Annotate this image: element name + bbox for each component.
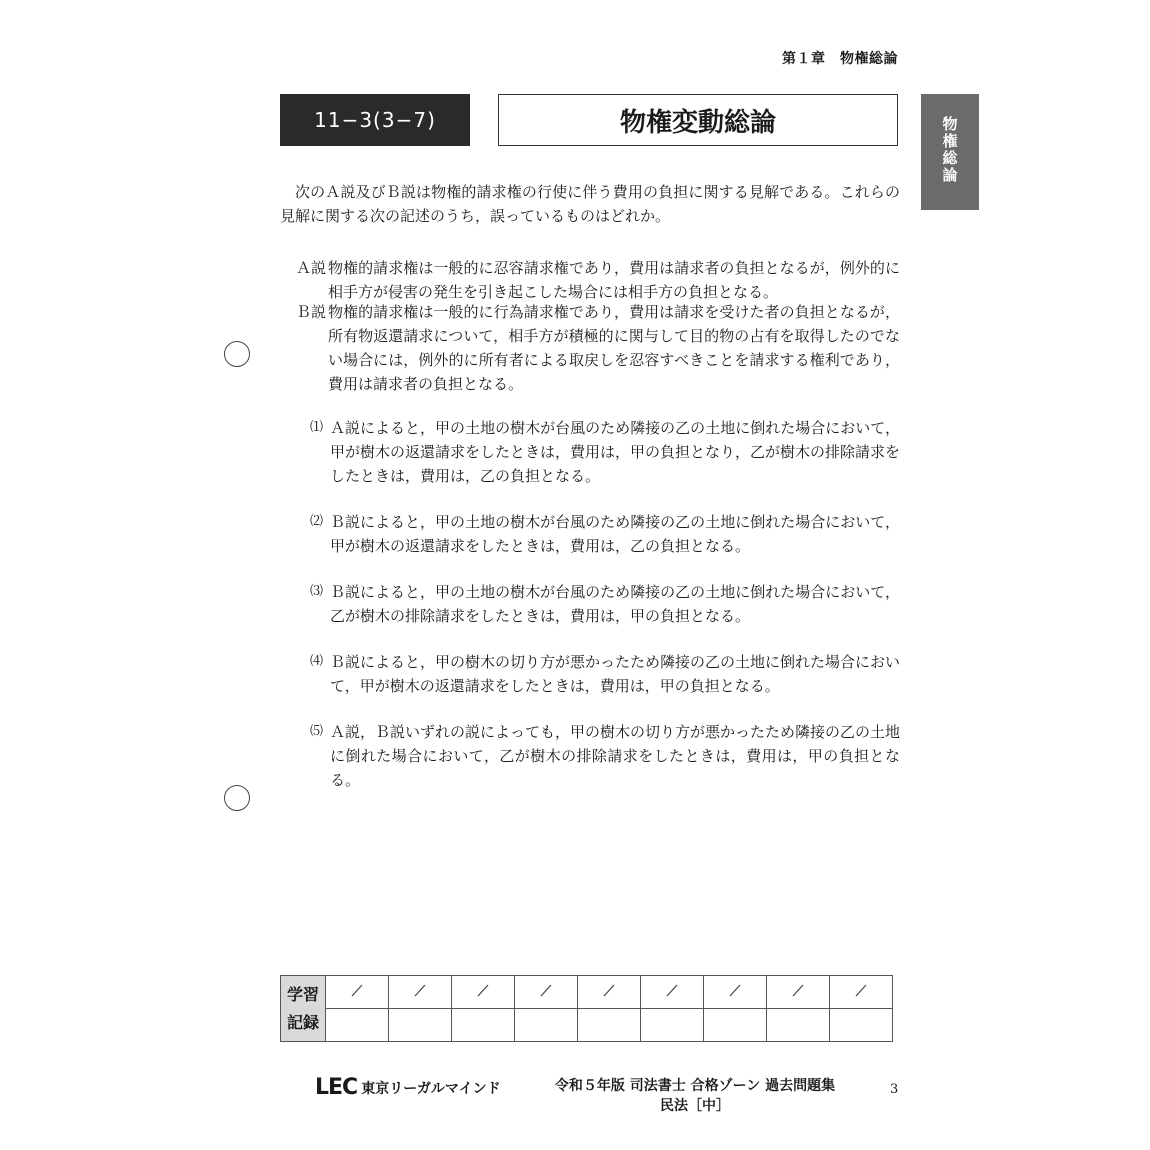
record-mark-cell[interactable] (389, 1009, 452, 1042)
choice-5 (310, 720, 900, 792)
page-number: 3 (890, 1082, 899, 1097)
choice-3-text: Ｂ説によると，甲の土地の樹木が台風のため隣接の乙の土地に倒れた場合において，乙が樹木の排除請求をしたときは，費用は，甲の負担となる。 (330, 583, 900, 625)
punch-hole-bottom (224, 785, 250, 811)
record-date-cell[interactable] (389, 976, 452, 1009)
choice-4-text: Ｂ説によると，甲の樹木の切り方が悪かったため隣接の乙の土地に倒れた場合において，甲が樹木の返還請求をしたときは，費用は，甲の負担となる。 (330, 653, 901, 695)
slash-icon (515, 976, 577, 1008)
choice-5-text: Ａ説，Ｂ説いずれの説によっても，甲の樹木の切り方が悪かったため隣接の乙の土地に倒れた場合において，乙が樹木の排除請求をしたときは，費用は，甲の負担となる。 (330, 723, 901, 789)
record-mark-cell[interactable] (326, 1009, 389, 1042)
chapter-side-tab (921, 94, 979, 210)
slash-icon (326, 976, 388, 1008)
punch-hole-top (224, 341, 250, 367)
view-a (296, 256, 900, 304)
record-date-cell[interactable] (830, 976, 893, 1009)
view-b-label: Ｂ説 (296, 303, 327, 321)
book-title (540, 1076, 850, 1116)
slash-icon (578, 976, 640, 1008)
question-number-badge (280, 94, 470, 146)
record-mark-cell[interactable] (641, 1009, 704, 1042)
record-mark-cell[interactable] (767, 1009, 830, 1042)
slash-icon (452, 976, 514, 1008)
record-date-cell[interactable] (704, 976, 767, 1009)
choice-2-number: ⑵ (310, 514, 324, 529)
record-date-cell[interactable] (326, 976, 389, 1009)
publisher-logo (315, 1075, 501, 1100)
book-title-line2: 民法［中］ (660, 1098, 730, 1114)
choice-2 (310, 510, 900, 558)
record-mark-cell[interactable] (452, 1009, 515, 1042)
choice-5-number: ⑸ (310, 724, 324, 739)
side-tab-label: 物権総論 (940, 116, 959, 184)
study-record-table (280, 975, 893, 1042)
question-intro: 次のＡ説及びＢ説は物権的請求権の行使に伴う費用の負担に関する見解である。これらの見解に関する次の記述のうち，誤っているものはどれか。 (280, 183, 900, 225)
choice-4-number: ⑷ (310, 654, 324, 669)
view-a-label: Ａ説 (296, 259, 327, 277)
choice-3-number: ⑶ (310, 584, 324, 599)
record-mark-cell[interactable] (578, 1009, 641, 1042)
record-date-cell[interactable] (578, 976, 641, 1009)
slash-icon (704, 976, 766, 1008)
choice-4 (310, 650, 900, 698)
choice-1-text: Ａ説によると，甲の土地の樹木が台風のため隣接の乙の土地に倒れた場合において，甲が樹木の返還請求をしたときは，費用は，甲の負担となり，乙が樹木の排除請求をしたときは，費用は，乙の負担となる。 (330, 419, 901, 485)
view-b (296, 300, 900, 396)
choice-1-number: ⑴ (310, 420, 324, 435)
slash-icon (641, 976, 703, 1008)
study-record-label-line2: 記録 (286, 1012, 319, 1032)
choice-1 (310, 416, 900, 488)
slash-icon (830, 976, 892, 1008)
running-head: 第１章 物権総論 (782, 51, 898, 67)
record-date-cell[interactable] (767, 976, 830, 1009)
record-date-cell[interactable] (515, 976, 578, 1009)
study-record-label-line1: 学習 (286, 984, 319, 1004)
record-mark-cell[interactable] (515, 1009, 578, 1042)
page-title: 物権変動総論 (619, 107, 776, 138)
record-mark-cell[interactable] (704, 1009, 767, 1042)
view-a-text: 物権的請求権は一般的に忍容請求権であり，費用は請求者の負担となるが，例外的に相手方が侵害の発生を引き起こした場合には相手方の負担となる。 (328, 259, 900, 301)
slash-icon (389, 976, 451, 1008)
title-box (498, 94, 898, 146)
logo-mark: LEC (315, 1075, 358, 1100)
record-date-cell[interactable] (452, 976, 515, 1009)
question-number: 11−3(3−7) (314, 108, 436, 132)
record-date-cell[interactable] (641, 976, 704, 1009)
choice-2-text: Ｂ説によると，甲の土地の樹木が台風のため隣接の乙の土地に倒れた場合において，甲が樹木の返還請求をしたときは，費用は，乙の負担となる。 (330, 513, 900, 555)
logo-company: 東京リーガルマインド (361, 1080, 501, 1097)
record-mark-cell[interactable] (830, 1009, 893, 1042)
book-title-line1: 令和５年版 司法書士 合格ゾーン 過去問題集 (554, 1078, 836, 1094)
study-record-label (281, 976, 326, 1042)
view-b-text: 物権的請求権は一般的に行為請求権であり，費用は請求を受けた者の負担となるが，所有物返還請求について，相手方が積極的に関与して目的物の占有を取得したのでない場合には，例外的に所有者による取戻しを忍容すべきことを請求する権利であり，費用は請求者の負担となる。 (328, 303, 900, 393)
slash-icon (767, 976, 829, 1008)
choice-3 (310, 580, 900, 628)
